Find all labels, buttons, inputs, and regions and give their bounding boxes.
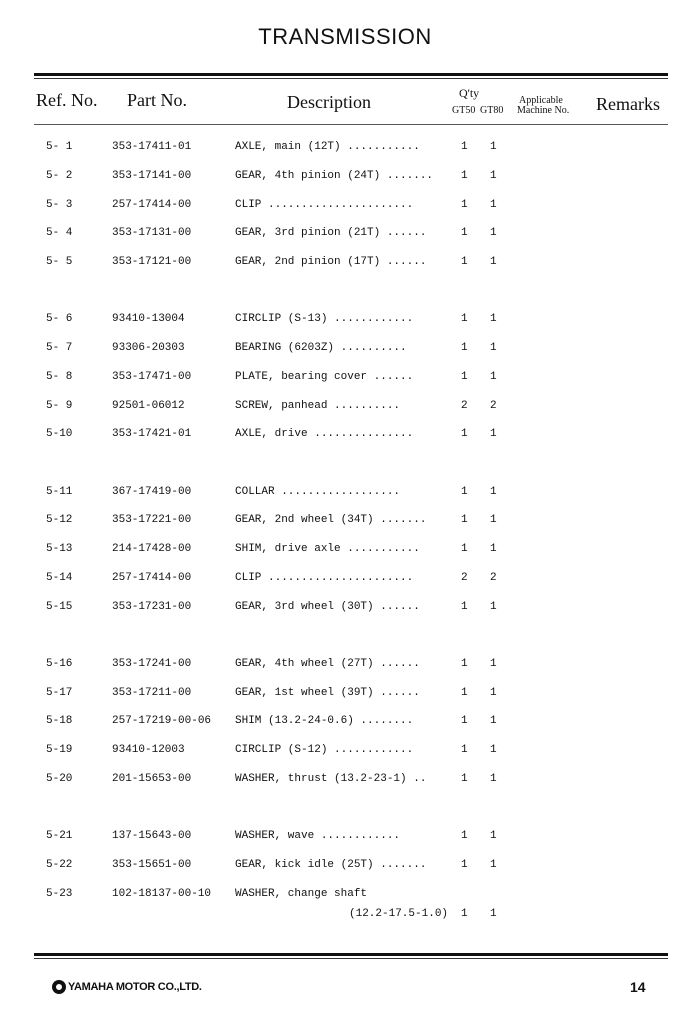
ref-no-cell: 5- 8 (46, 371, 73, 383)
row-5-23-qty-gt80: 1 (490, 908, 497, 920)
ref-no-cell: 5-10 (46, 428, 73, 440)
table-row (0, 227, 690, 245)
part-no-cell: 353-15651-00 (112, 859, 192, 871)
qty-gt50-cell: 1 (461, 744, 468, 756)
description-cell: WASHER, thrust (13.2-23-1) .. (235, 773, 427, 785)
part-no-cell: 257-17414-00 (112, 572, 192, 584)
ref-no-cell: 5- 1 (46, 141, 73, 153)
part-no-cell: 367-17419-00 (112, 486, 192, 498)
table-row (0, 888, 690, 906)
qty-gt50-cell: 1 (461, 830, 468, 842)
part-no-cell: 353-17421-01 (112, 428, 192, 440)
bottom-rule (34, 953, 668, 956)
table-row (0, 744, 690, 762)
header-gt50: GT50 (452, 105, 476, 116)
table-row (0, 830, 690, 848)
qty-gt80-cell: 1 (490, 514, 497, 526)
header-machine-no: Machine No. (517, 105, 570, 116)
table-row (0, 658, 690, 676)
part-no-cell: 214-17428-00 (112, 543, 192, 555)
qty-gt50-cell: 1 (461, 371, 468, 383)
qty-gt50-cell: 1 (461, 428, 468, 440)
header-remarks: Remarks (596, 94, 660, 114)
part-no-cell: 93410-13004 (112, 313, 185, 325)
top-rule (34, 73, 668, 76)
description-cell: AXLE, drive ............... (235, 428, 414, 440)
qty-gt80-cell: 1 (490, 658, 497, 670)
ref-no-cell: 5-21 (46, 830, 73, 842)
qty-gt50-cell: 1 (461, 141, 468, 153)
page-title: TRANSMISSION (258, 24, 432, 49)
description-cell: CLIP ...................... (235, 572, 414, 584)
header-rule (34, 124, 668, 125)
table-row (0, 313, 690, 331)
description-cell: COLLAR .................. (235, 486, 401, 498)
yamaha-logo (52, 980, 202, 994)
ref-no-cell: 5- 3 (46, 199, 73, 211)
table-row (0, 486, 690, 504)
table-row (0, 256, 690, 274)
table-row (0, 199, 690, 217)
ref-no-cell: 5-11 (46, 486, 73, 498)
qty-gt80-cell: 1 (490, 601, 497, 613)
qty-gt50-cell: 1 (461, 199, 468, 211)
description-cell: GEAR, 2nd pinion (17T) ...... (235, 256, 427, 268)
part-no-cell: 257-17414-00 (112, 199, 192, 211)
qty-gt80-cell: 1 (490, 486, 497, 498)
part-no-cell: 201-15653-00 (112, 773, 192, 785)
qty-gt80-cell: 2 (490, 572, 497, 584)
ref-no-cell: 5- 4 (46, 227, 73, 239)
part-no-cell: 353-17121-00 (112, 256, 192, 268)
table-row (0, 715, 690, 733)
header-applicable: Applicable (519, 95, 563, 106)
description-cell: CIRCLIP (S-12) ............ (235, 744, 414, 756)
bottom-rule-thin (34, 958, 668, 959)
qty-gt80-cell: 1 (490, 199, 497, 211)
row-5-23-continuation: (12.2-17.5-1.0) (349, 908, 449, 920)
qty-gt80-cell: 1 (490, 141, 497, 153)
table-row (0, 141, 690, 159)
qty-gt80-cell: 1 (490, 744, 497, 756)
part-no-cell: 257-17219-00-06 (112, 715, 212, 727)
table-row (0, 859, 690, 877)
header-gt80: GT80 (480, 105, 504, 116)
description-cell: SHIM (13.2-24-0.6) ........ (235, 715, 414, 727)
ref-no-cell: 5- 6 (46, 313, 73, 325)
part-no-cell: 92501-06012 (112, 400, 185, 412)
qty-gt50-cell: 1 (461, 170, 468, 182)
page-number: 14 (630, 979, 646, 995)
ref-no-cell: 5- 9 (46, 400, 73, 412)
table-row (0, 514, 690, 532)
table-row (0, 773, 690, 791)
ref-no-cell: 5-19 (46, 744, 73, 756)
description-cell: WASHER, wave ............ (235, 830, 401, 842)
brand-name: YAMAHA MOTOR CO.,LTD. (68, 981, 202, 993)
description-cell: CIRCLIP (S-13) ............ (235, 313, 414, 325)
table-row (0, 543, 690, 561)
ref-no-cell: 5-22 (46, 859, 73, 871)
qty-gt50-cell: 1 (461, 514, 468, 526)
description-cell: PLATE, bearing cover ...... (235, 371, 414, 383)
ref-no-cell: 5-23 (46, 888, 73, 900)
ref-no-cell: 5- 7 (46, 342, 73, 354)
qty-gt80-cell: 1 (490, 859, 497, 871)
description-cell: GEAR, 2nd wheel (34T) ....... (235, 514, 427, 526)
description-cell: SHIM, drive axle ........... (235, 543, 420, 555)
qty-gt50-cell: 1 (461, 859, 468, 871)
table-row (0, 428, 690, 446)
qty-gt50-cell: 1 (461, 342, 468, 354)
qty-gt50-cell: 1 (461, 486, 468, 498)
part-no-cell: 353-17411-01 (112, 141, 192, 153)
qty-gt50-cell: 1 (461, 715, 468, 727)
qty-gt50-cell: 1 (461, 227, 468, 239)
table-row (0, 572, 690, 590)
top-rule-thin (34, 78, 668, 79)
part-no-cell: 353-17131-00 (112, 227, 192, 239)
qty-gt80-cell: 1 (490, 715, 497, 727)
ref-no-cell: 5- 5 (46, 256, 73, 268)
qty-gt80-cell: 1 (490, 830, 497, 842)
table-row (0, 342, 690, 360)
ref-no-cell: 5-14 (46, 572, 73, 584)
part-no-cell: 353-17141-00 (112, 170, 192, 182)
part-no-cell: 137-15643-00 (112, 830, 192, 842)
part-no-cell: 93410-12003 (112, 744, 185, 756)
yamaha-tuning-fork-icon (52, 980, 66, 994)
part-no-cell: 353-17231-00 (112, 601, 192, 613)
qty-gt80-cell: 1 (490, 371, 497, 383)
description-cell: GEAR, 4th pinion (24T) ....... (235, 170, 434, 182)
table-row (0, 170, 690, 188)
header-qty: Q'ty (459, 86, 480, 100)
table-row (0, 371, 690, 389)
ref-no-cell: 5- 2 (46, 170, 73, 182)
description-cell: GEAR, 3rd pinion (21T) ...... (235, 227, 427, 239)
qty-gt80-cell: 1 (490, 687, 497, 699)
ref-no-cell: 5-12 (46, 514, 73, 526)
qty-gt80-cell: 1 (490, 170, 497, 182)
qty-gt50-cell: 1 (461, 601, 468, 613)
qty-gt80-cell: 2 (490, 400, 497, 412)
description-cell: WASHER, change shaft (235, 888, 368, 900)
description-cell: CLIP ...................... (235, 199, 414, 211)
qty-gt50-cell: 1 (461, 658, 468, 670)
part-no-cell: 102-18137-00-10 (112, 888, 212, 900)
ref-no-cell: 5-16 (46, 658, 73, 670)
qty-gt50-cell: 2 (461, 572, 468, 584)
header-ref-no: Ref. No. (36, 90, 98, 110)
ref-no-cell: 5-20 (46, 773, 73, 785)
description-cell: GEAR, 1st wheel (39T) ...... (235, 687, 420, 699)
table-row (0, 601, 690, 619)
part-no-cell: 353-17211-00 (112, 687, 192, 699)
ref-no-cell: 5-13 (46, 543, 73, 555)
header-part-no: Part No. (127, 90, 187, 110)
table-row (0, 400, 690, 418)
qty-gt50-cell: 1 (461, 313, 468, 325)
part-no-cell: 93306-20303 (112, 342, 185, 354)
qty-gt50-cell: 1 (461, 543, 468, 555)
description-cell: SCREW, panhead .......... (235, 400, 401, 412)
ref-no-cell: 5-18 (46, 715, 73, 727)
qty-gt80-cell: 1 (490, 342, 497, 354)
qty-gt50-cell: 1 (461, 773, 468, 785)
qty-gt80-cell: 1 (490, 256, 497, 268)
description-cell: AXLE, main (12T) ........... (235, 141, 420, 153)
qty-gt80-cell: 1 (490, 543, 497, 555)
part-no-cell: 353-17471-00 (112, 371, 192, 383)
part-no-cell: 353-17241-00 (112, 658, 192, 670)
qty-gt80-cell: 1 (490, 428, 497, 440)
qty-gt80-cell: 1 (490, 227, 497, 239)
description-cell: GEAR, 3rd wheel (30T) ...... (235, 601, 420, 613)
qty-gt80-cell: 1 (490, 773, 497, 785)
qty-gt50-cell: 1 (461, 687, 468, 699)
description-cell: GEAR, 4th wheel (27T) ...... (235, 658, 420, 670)
qty-gt50-cell: 1 (461, 256, 468, 268)
table-row (0, 687, 690, 705)
description-cell: BEARING (6203Z) .......... (235, 342, 407, 354)
qty-gt50-cell: 2 (461, 400, 468, 412)
description-cell: GEAR, kick idle (25T) ....... (235, 859, 427, 871)
part-no-cell: 353-17221-00 (112, 514, 192, 526)
ref-no-cell: 5-17 (46, 687, 73, 699)
row-5-23-qty-gt50: 1 (461, 908, 468, 920)
qty-gt80-cell: 1 (490, 313, 497, 325)
ref-no-cell: 5-15 (46, 601, 73, 613)
header-description: Description (287, 92, 371, 112)
